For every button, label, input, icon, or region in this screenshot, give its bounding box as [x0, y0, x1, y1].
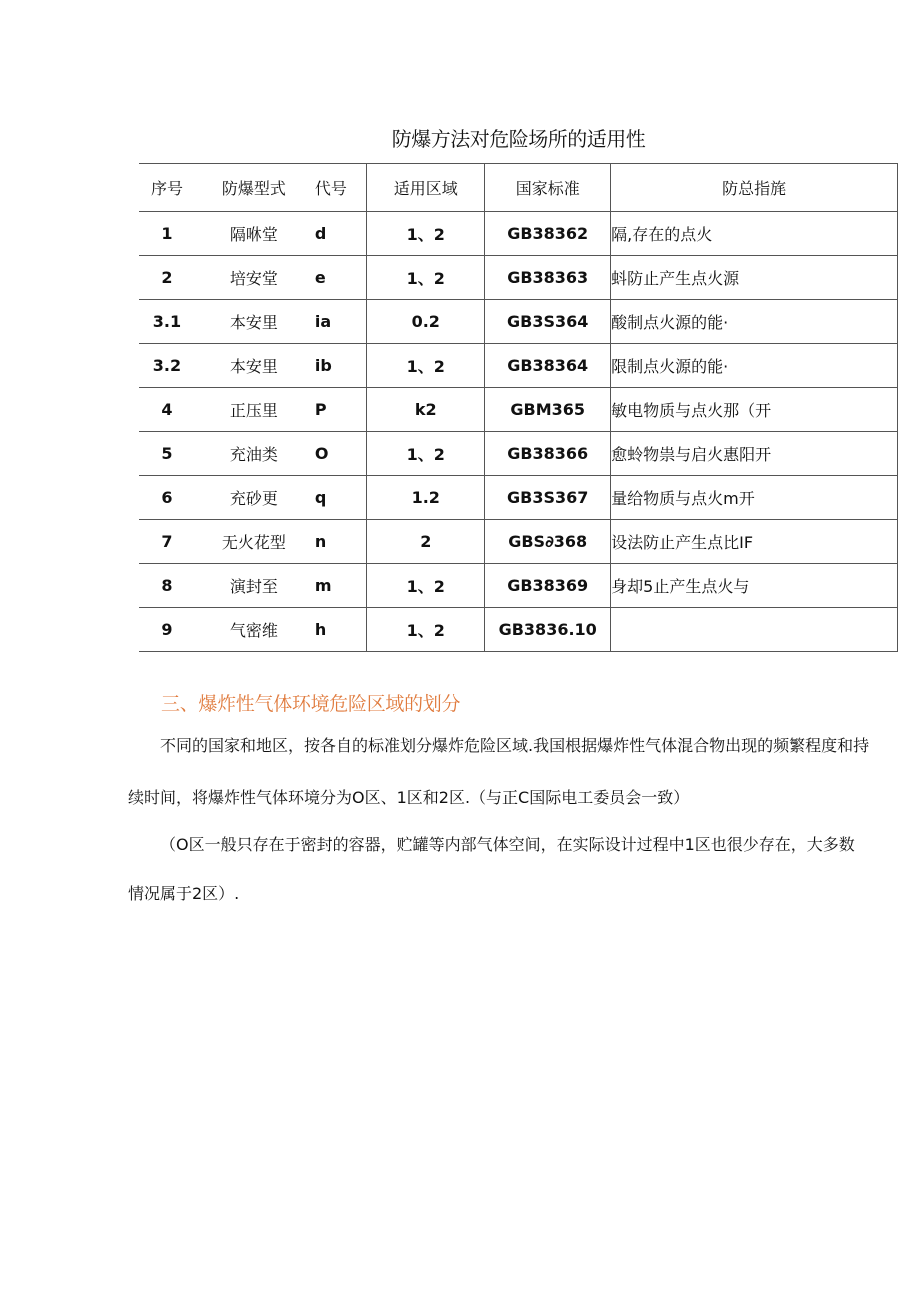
- protection-principle-cell: 蚪防止产生点火源: [611, 256, 898, 300]
- header-cell: 国家标准: [485, 164, 611, 212]
- table-row: [139, 476, 898, 520]
- national-standard-cell: GB38364: [485, 344, 611, 388]
- table-header-row: [139, 164, 898, 212]
- paragraph-line: 情况属于2区）.: [128, 884, 240, 903]
- national-standard-cell: GB38369: [485, 564, 611, 608]
- table-row: [139, 388, 898, 432]
- type-code-cell: d: [313, 212, 367, 256]
- applicable-zone-cell: 1、2: [367, 432, 485, 476]
- table-row: [139, 256, 898, 300]
- paragraph-line: 续时间，将爆炸性气体环境分为O区、1区和2区.（与正C国际电工委员会一致）: [128, 788, 690, 807]
- table-row: [139, 212, 898, 256]
- protection-type-cell: 气密维: [195, 608, 313, 652]
- table-title: 防爆方法对危险场所的适用性: [391, 127, 646, 151]
- header-cell: 防爆型式: [195, 164, 313, 212]
- applicable-zone-cell: 1、2: [367, 608, 485, 652]
- national-standard-cell: GB38362: [485, 212, 611, 256]
- protection-type-cell: 演封至: [195, 564, 313, 608]
- row-number-cell: 6: [139, 476, 195, 520]
- protection-principle-cell: 限制点火源的能·: [611, 344, 898, 388]
- protection-principle-cell: 愈蛉物祟与启火惠阳开: [611, 432, 898, 476]
- national-standard-cell: GB3S364: [485, 300, 611, 344]
- header-cell: 防总指旄: [611, 164, 898, 212]
- protection-principle-cell: 设法防止产生点比IF: [611, 520, 898, 564]
- table-row: [139, 564, 898, 608]
- row-number-cell: 1: [139, 212, 195, 256]
- section-heading: 三、爆炸性气体环境危险区域的划分: [161, 693, 461, 715]
- protection-type-cell: 培安堂: [195, 256, 313, 300]
- protection-type-cell: 正压里: [195, 388, 313, 432]
- protection-principle-cell: [611, 608, 898, 652]
- protection-type-cell: 隔咻堂: [195, 212, 313, 256]
- table-row: [139, 344, 898, 388]
- type-code-cell: O: [313, 432, 367, 476]
- protection-principle-cell: 隔,存在的点火: [611, 212, 898, 256]
- row-number-cell: 5: [139, 432, 195, 476]
- applicable-zone-cell: 0.2: [367, 300, 485, 344]
- national-standard-cell: GB3836.10: [485, 608, 611, 652]
- type-code-cell: ia: [313, 300, 367, 344]
- row-number-cell: 8: [139, 564, 195, 608]
- row-number-cell: 9: [139, 608, 195, 652]
- type-code-cell: q: [313, 476, 367, 520]
- header-cell: 序号: [139, 164, 195, 212]
- paragraph-line: 不同的国家和地区，按各自的标准划分爆炸危险区域.我国根据爆炸性气体混合物出现的频繁程度和持: [160, 736, 870, 755]
- row-number-cell: 3.1: [139, 300, 195, 344]
- paragraph-line: （O区一般只存在于密封的容器，贮罐等内部气体空间，在实际设计过程中1区也很少存在，大多数: [160, 835, 855, 854]
- explosion-protection-table: [139, 163, 898, 652]
- protection-principle-cell: 敏电物质与点火那（开: [611, 388, 898, 432]
- table-row: [139, 608, 898, 652]
- protection-principle-cell: 身却5止产生点火与: [611, 564, 898, 608]
- applicable-zone-cell: 1、2: [367, 344, 485, 388]
- national-standard-cell: GB3S367: [485, 476, 611, 520]
- row-number-cell: 3.2: [139, 344, 195, 388]
- header-cell: 适用区域: [367, 164, 485, 212]
- protection-type-cell: 充砂更: [195, 476, 313, 520]
- table-body: [139, 212, 898, 652]
- type-code-cell: P: [313, 388, 367, 432]
- applicable-zone-cell: 1、2: [367, 256, 485, 300]
- type-code-cell: h: [313, 608, 367, 652]
- type-code-cell: n: [313, 520, 367, 564]
- type-code-cell: m: [313, 564, 367, 608]
- applicable-zone-cell: 1、2: [367, 212, 485, 256]
- applicable-zone-cell: 2: [367, 520, 485, 564]
- applicable-zone-cell: k2: [367, 388, 485, 432]
- protection-type-cell: 本安里: [195, 344, 313, 388]
- national-standard-cell: GBS∂368: [485, 520, 611, 564]
- row-number-cell: 4: [139, 388, 195, 432]
- national-standard-cell: GB38363: [485, 256, 611, 300]
- protection-principle-cell: 酸制点火源的能·: [611, 300, 898, 344]
- protection-principle-cell: 量给物质与点火m开: [611, 476, 898, 520]
- protection-type-cell: 充油类: [195, 432, 313, 476]
- header-cell: 代号: [313, 164, 367, 212]
- national-standard-cell: GB38366: [485, 432, 611, 476]
- protection-type-cell: 无火花型: [195, 520, 313, 564]
- protection-type-cell: 本安里: [195, 300, 313, 344]
- table-row: [139, 520, 898, 564]
- applicable-zone-cell: 1.2: [367, 476, 485, 520]
- row-number-cell: 2: [139, 256, 195, 300]
- table-row: [139, 300, 898, 344]
- applicable-zone-cell: 1、2: [367, 564, 485, 608]
- row-number-cell: 7: [139, 520, 195, 564]
- table-row: [139, 432, 898, 476]
- national-standard-cell: GBM365: [485, 388, 611, 432]
- type-code-cell: ib: [313, 344, 367, 388]
- type-code-cell: e: [313, 256, 367, 300]
